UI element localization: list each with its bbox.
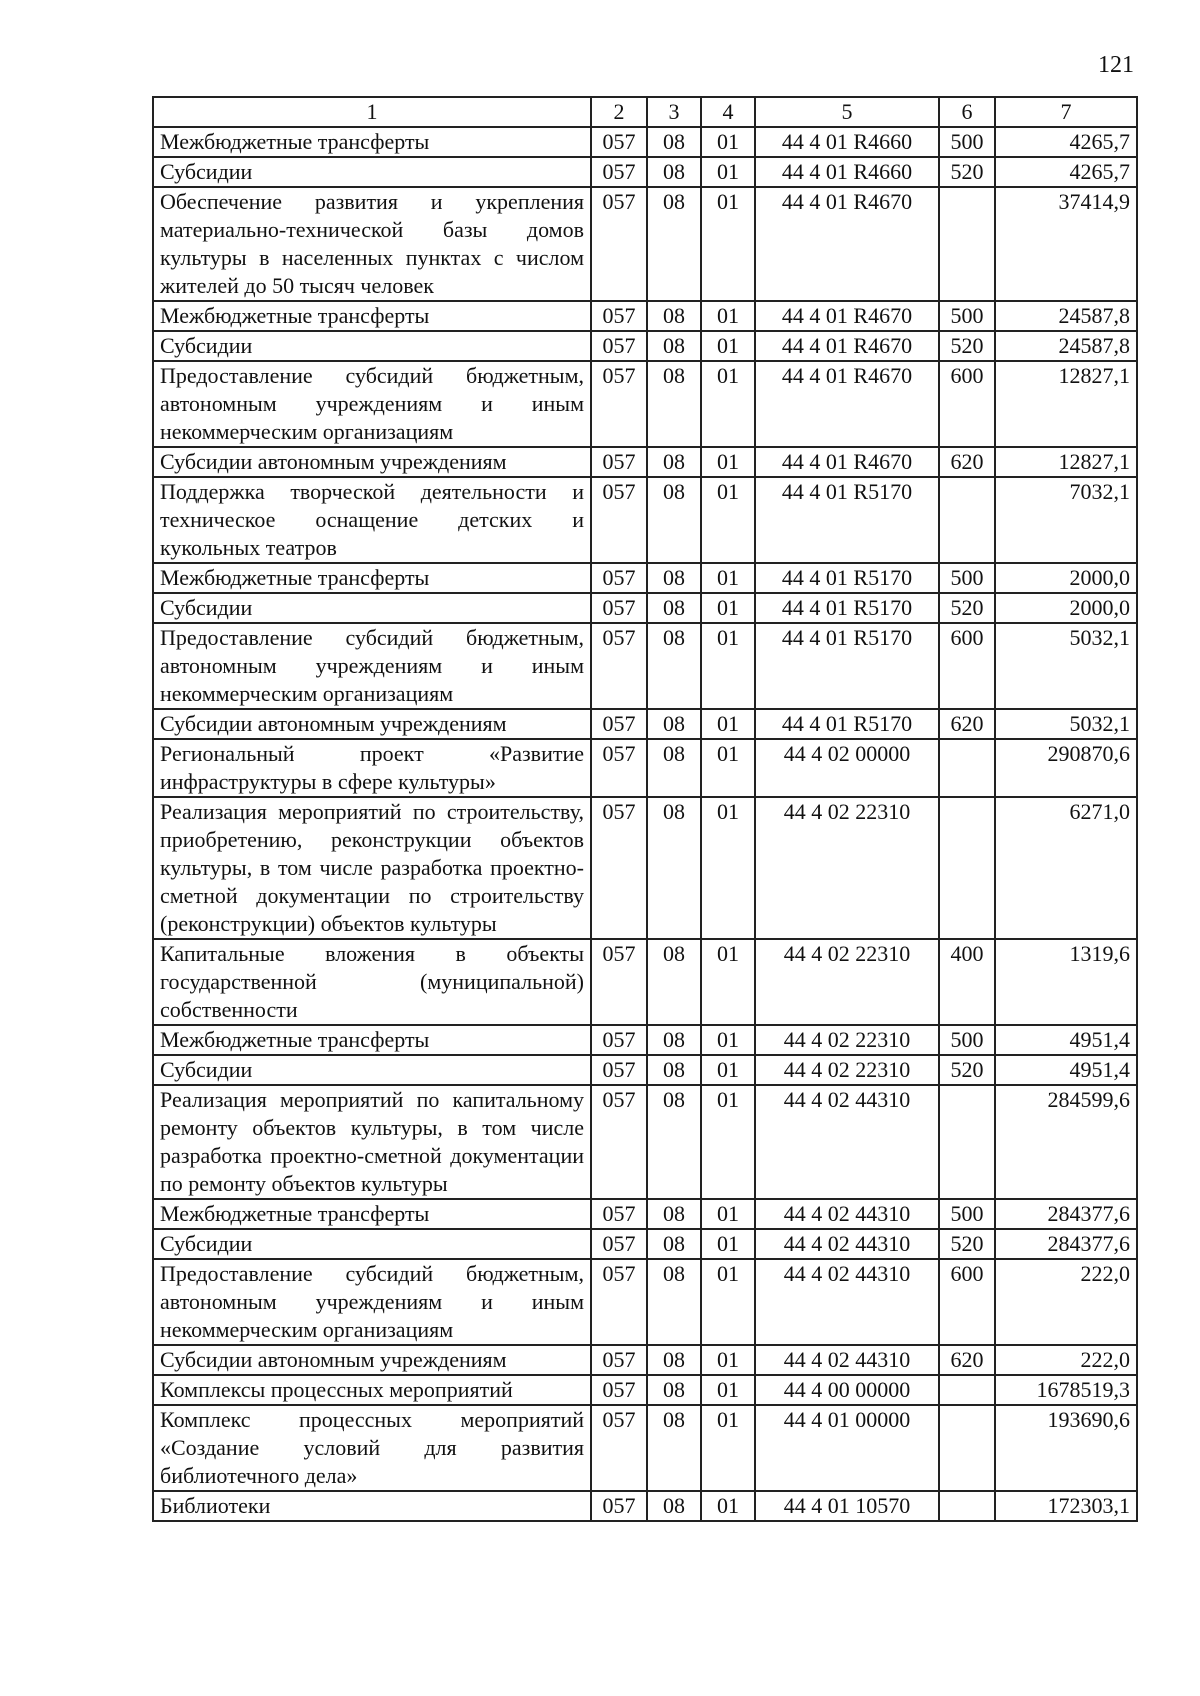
cell-target-article: 44 4 02 22310 [755,939,939,1025]
table-row [153,593,1137,623]
cell-ministry-code: 057 [591,739,647,797]
cell-expense-type [939,1085,995,1199]
cell-amount: 4951,4 [995,1025,1137,1055]
cell-ministry-code: 057 [591,1199,647,1229]
cell-item-name: Межбюджетные трансферты [153,563,591,593]
cell-section-code: 08 [647,1199,701,1229]
cell-item-name: Региональный проект «Развитие инфраструктуры в сфере культуры» [153,739,591,797]
cell-section-code: 08 [647,1491,701,1521]
cell-section-code: 08 [647,331,701,361]
cell-target-article: 44 4 02 22310 [755,1025,939,1055]
cell-expense-type: 520 [939,157,995,187]
cell-item-name: Субсидии автономным учреждениям [153,1345,591,1375]
cell-expense-type: 500 [939,127,995,157]
table-row [153,1085,1137,1199]
table-row [153,1199,1137,1229]
cell-ministry-code: 057 [591,447,647,477]
cell-amount: 2000,0 [995,593,1137,623]
header-cell-2: 2 [591,97,647,127]
cell-ministry-code: 057 [591,331,647,361]
cell-section-code: 08 [647,127,701,157]
cell-expense-type: 520 [939,331,995,361]
cell-item-name: Субсидии [153,1055,591,1085]
cell-target-article: 44 4 01 00000 [755,1405,939,1491]
cell-subsection-code: 01 [701,127,755,157]
cell-ministry-code: 057 [591,187,647,301]
cell-subsection-code: 01 [701,361,755,447]
cell-expense-type: 500 [939,301,995,331]
cell-item-name: Обеспечение развития и укрепления материально-технической базы домов культуры в населенных пунктах с числом жителей до 50 тысяч человек [153,187,591,301]
table-row [153,1055,1137,1085]
cell-subsection-code: 01 [701,593,755,623]
cell-target-article: 44 4 01 R4670 [755,447,939,477]
cell-target-article: 44 4 01 R5170 [755,477,939,563]
page-number: 121 [1098,52,1134,78]
table-row [153,361,1137,447]
cell-expense-type: 620 [939,709,995,739]
cell-target-article: 44 4 02 44310 [755,1259,939,1345]
cell-amount: 284599,6 [995,1085,1137,1199]
cell-ministry-code: 057 [591,1491,647,1521]
cell-target-article: 44 4 01 R4670 [755,361,939,447]
cell-item-name: Субсидии [153,331,591,361]
cell-section-code: 08 [647,157,701,187]
cell-target-article: 44 4 02 44310 [755,1085,939,1199]
table-row [153,1229,1137,1259]
cell-expense-type: 500 [939,563,995,593]
cell-section-code: 08 [647,797,701,939]
table-row [153,1375,1137,1405]
cell-item-name: Библиотеки [153,1491,591,1521]
cell-ministry-code: 057 [591,1025,647,1055]
cell-amount: 290870,6 [995,739,1137,797]
cell-amount: 4951,4 [995,1055,1137,1085]
table-body [153,127,1137,1521]
cell-target-article: 44 4 01 R4670 [755,331,939,361]
table-row [153,447,1137,477]
cell-item-name: Предоставление субсидий бюджетным, автономным учреждениям и иным некоммерческим организациям [153,361,591,447]
cell-ministry-code: 057 [591,477,647,563]
cell-subsection-code: 01 [701,187,755,301]
cell-subsection-code: 01 [701,563,755,593]
cell-section-code: 08 [647,593,701,623]
cell-item-name: Поддержка творческой деятельности и техническое оснащение детских и кукольных театров [153,477,591,563]
cell-section-code: 08 [647,477,701,563]
cell-subsection-code: 01 [701,1405,755,1491]
cell-subsection-code: 01 [701,1259,755,1345]
cell-expense-type [939,1491,995,1521]
cell-subsection-code: 01 [701,1345,755,1375]
table-row [153,331,1137,361]
cell-subsection-code: 01 [701,1025,755,1055]
cell-expense-type [939,477,995,563]
cell-section-code: 08 [647,709,701,739]
cell-section-code: 08 [647,939,701,1025]
cell-expense-type [939,797,995,939]
cell-ministry-code: 057 [591,127,647,157]
cell-item-name: Комплексы процессных мероприятий [153,1375,591,1405]
cell-item-name: Предоставление субсидий бюджетным, автономным учреждениям и иным некоммерческим организациям [153,1259,591,1345]
cell-amount: 5032,1 [995,623,1137,709]
table-row [153,709,1137,739]
cell-ministry-code: 057 [591,1405,647,1491]
table-row [153,1491,1137,1521]
cell-subsection-code: 01 [701,797,755,939]
cell-expense-type: 600 [939,361,995,447]
cell-subsection-code: 01 [701,939,755,1025]
cell-target-article: 44 4 00 00000 [755,1375,939,1405]
cell-item-name: Межбюджетные трансферты [153,127,591,157]
table-row [153,157,1137,187]
cell-target-article: 44 4 02 22310 [755,797,939,939]
cell-target-article: 44 4 01 R5170 [755,563,939,593]
cell-target-article: 44 4 02 44310 [755,1199,939,1229]
cell-amount: 222,0 [995,1259,1137,1345]
cell-amount: 1319,6 [995,939,1137,1025]
header-cell-1: 1 [153,97,591,127]
cell-amount: 12827,1 [995,361,1137,447]
cell-ministry-code: 057 [591,361,647,447]
cell-item-name: Субсидии [153,1229,591,1259]
cell-subsection-code: 01 [701,1199,755,1229]
cell-expense-type: 520 [939,593,995,623]
cell-subsection-code: 01 [701,739,755,797]
cell-amount: 5032,1 [995,709,1137,739]
cell-ministry-code: 057 [591,301,647,331]
cell-expense-type: 520 [939,1229,995,1259]
table-header [153,97,1137,127]
cell-ministry-code: 057 [591,939,647,1025]
table-row [153,477,1137,563]
cell-subsection-code: 01 [701,1085,755,1199]
cell-expense-type [939,187,995,301]
cell-section-code: 08 [647,623,701,709]
cell-ministry-code: 057 [591,623,647,709]
cell-expense-type [939,739,995,797]
cell-subsection-code: 01 [701,1055,755,1085]
cell-target-article: 44 4 02 44310 [755,1345,939,1375]
cell-expense-type: 500 [939,1025,995,1055]
cell-ministry-code: 057 [591,1229,647,1259]
cell-subsection-code: 01 [701,157,755,187]
table-row [153,939,1137,1025]
cell-target-article: 44 4 01 R5170 [755,709,939,739]
cell-target-article: 44 4 01 R4670 [755,187,939,301]
table-row [153,1259,1137,1345]
cell-expense-type: 620 [939,447,995,477]
header-cell-4: 4 [701,97,755,127]
cell-ministry-code: 057 [591,563,647,593]
cell-subsection-code: 01 [701,1229,755,1259]
header-cell-6: 6 [939,97,995,127]
budget-table [152,96,1138,1522]
cell-item-name: Межбюджетные трансферты [153,1025,591,1055]
cell-amount: 7032,1 [995,477,1137,563]
header-cell-5: 5 [755,97,939,127]
cell-target-article: 44 4 01 R5170 [755,623,939,709]
table-row [153,127,1137,157]
table-row [153,563,1137,593]
cell-target-article: 44 4 02 22310 [755,1055,939,1085]
cell-subsection-code: 01 [701,1375,755,1405]
cell-expense-type: 600 [939,1259,995,1345]
header-row [153,97,1137,127]
cell-subsection-code: 01 [701,301,755,331]
cell-expense-type [939,1375,995,1405]
cell-ministry-code: 057 [591,1375,647,1405]
cell-subsection-code: 01 [701,623,755,709]
cell-amount: 4265,7 [995,157,1137,187]
cell-section-code: 08 [647,1405,701,1491]
cell-amount: 24587,8 [995,331,1137,361]
cell-amount: 2000,0 [995,563,1137,593]
cell-expense-type: 600 [939,623,995,709]
cell-ministry-code: 057 [591,157,647,187]
cell-ministry-code: 057 [591,1055,647,1085]
cell-expense-type: 620 [939,1345,995,1375]
cell-expense-type: 400 [939,939,995,1025]
table-row [153,623,1137,709]
cell-item-name: Реализация мероприятий по строительству, приобретению, реконструкции объектов культуры, в том числе разработка проектно-сметной документации по строительству (реконструкции) объектов культуры [153,797,591,939]
cell-item-name: Межбюджетные трансферты [153,1199,591,1229]
cell-section-code: 08 [647,563,701,593]
cell-expense-type [939,1405,995,1491]
cell-target-article: 44 4 02 00000 [755,739,939,797]
cell-amount: 172303,1 [995,1491,1137,1521]
table-row [153,1405,1137,1491]
cell-target-article: 44 4 01 R4670 [755,301,939,331]
header-cell-3: 3 [647,97,701,127]
cell-ministry-code: 057 [591,797,647,939]
cell-subsection-code: 01 [701,447,755,477]
cell-amount: 193690,6 [995,1405,1137,1491]
cell-item-name: Межбюджетные трансферты [153,301,591,331]
table-row [153,187,1137,301]
cell-item-name: Предоставление субсидий бюджетным, автономным учреждениям и иным некоммерческим организациям [153,623,591,709]
cell-amount: 1678519,3 [995,1375,1137,1405]
cell-section-code: 08 [647,1375,701,1405]
cell-section-code: 08 [647,1345,701,1375]
cell-amount: 222,0 [995,1345,1137,1375]
cell-section-code: 08 [647,1055,701,1085]
cell-section-code: 08 [647,1085,701,1199]
cell-target-article: 44 4 01 R4660 [755,157,939,187]
cell-amount: 284377,6 [995,1229,1137,1259]
cell-subsection-code: 01 [701,331,755,361]
cell-expense-type: 520 [939,1055,995,1085]
cell-item-name: Капитальные вложения в объекты государственной (муниципальной) собственности [153,939,591,1025]
cell-item-name: Реализация мероприятий по капитальному ремонту объектов культуры, в том числе разработка проектно-сметной документации по ремонту объектов культуры [153,1085,591,1199]
table-row [153,301,1137,331]
cell-expense-type: 500 [939,1199,995,1229]
cell-subsection-code: 01 [701,477,755,563]
cell-ministry-code: 057 [591,1345,647,1375]
cell-section-code: 08 [647,187,701,301]
cell-ministry-code: 057 [591,593,647,623]
cell-ministry-code: 057 [591,709,647,739]
cell-section-code: 08 [647,1229,701,1259]
cell-amount: 6271,0 [995,797,1137,939]
cell-item-name: Субсидии автономным учреждениям [153,447,591,477]
cell-target-article: 44 4 01 10570 [755,1491,939,1521]
table-row [153,739,1137,797]
cell-amount: 284377,6 [995,1199,1137,1229]
cell-item-name: Комплекс процессных мероприятий «Создание условий для развития библиотечного дела» [153,1405,591,1491]
cell-section-code: 08 [647,447,701,477]
cell-section-code: 08 [647,301,701,331]
cell-section-code: 08 [647,1259,701,1345]
cell-subsection-code: 01 [701,1491,755,1521]
cell-section-code: 08 [647,739,701,797]
cell-target-article: 44 4 02 44310 [755,1229,939,1259]
cell-item-name: Субсидии [153,157,591,187]
cell-target-article: 44 4 01 R4660 [755,127,939,157]
cell-subsection-code: 01 [701,709,755,739]
table-row [153,797,1137,939]
cell-target-article: 44 4 01 R5170 [755,593,939,623]
cell-amount: 37414,9 [995,187,1137,301]
cell-section-code: 08 [647,1025,701,1055]
header-cell-7: 7 [995,97,1137,127]
cell-ministry-code: 057 [591,1259,647,1345]
cell-ministry-code: 057 [591,1085,647,1199]
cell-amount: 12827,1 [995,447,1137,477]
cell-amount: 24587,8 [995,301,1137,331]
table-row [153,1025,1137,1055]
cell-item-name: Субсидии [153,593,591,623]
cell-section-code: 08 [647,361,701,447]
cell-item-name: Субсидии автономным учреждениям [153,709,591,739]
cell-amount: 4265,7 [995,127,1137,157]
table-row [153,1345,1137,1375]
